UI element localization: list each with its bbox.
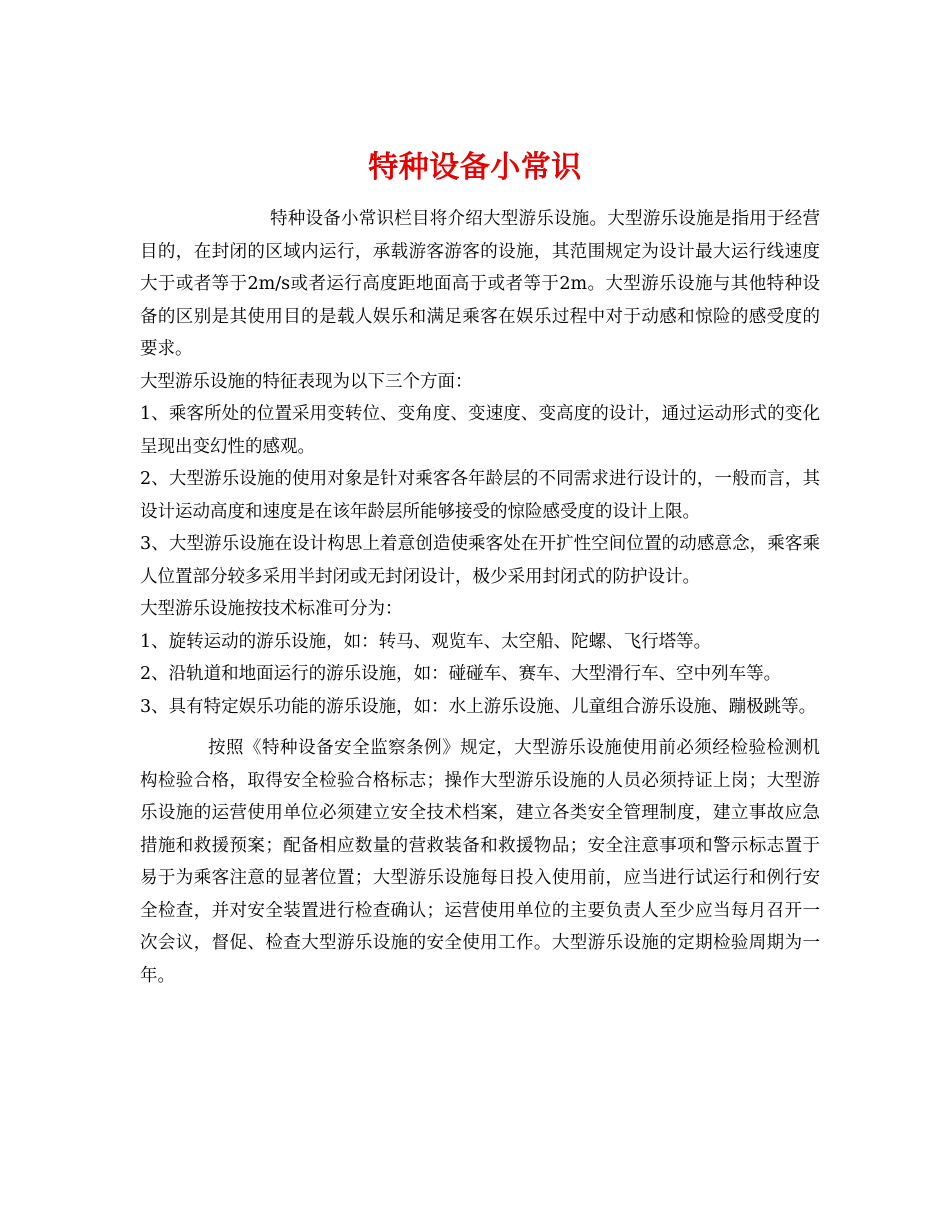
features-heading: 大型游乐设施的特征表现为以下三个方面： <box>140 371 473 392</box>
intro-paragraph: 特种设备小常识栏目将介绍大型游乐设施。大型游乐设施是指用于经营目的，在封闭的区域内运行，承载游客游客的设施，其范围规定为设计最大运行线速度大于或者等于2m/s或者运行高度距地面高于或者等于2m。大型游乐设施与其他特种设备的区别是其使用目的是载人娱乐和满足乘客在娱乐过程中对于动感和惊险的感受度的要求。 <box>140 209 820 359</box>
page-title: 特种设备小常识 <box>368 150 582 186</box>
regulation-paragraph: 按照《特种设备安全监察条例》规定，大型游乐设施使用前必须经检验检测机构检验合格，取得安全检验合格标志；操作大型游乐设施的人员必须持证上岗；大型游乐设施的运营使用单位必须建立安全技术档案，建立各类安全管理制度，建立事故应急措施和救援预案；配备相应数量的营救装备和救援物品；安全注意事项和警示标志置于易于为乘客注意的显著位置；大型游乐设施每日投入使用前，应当进行试运行和例行安全检查，并对安全装置进行检查确认；运营使用单位的主要负责人至少应当每月召开一次会议，督促、检查大型游乐设施的安全使用工作。大型游乐设施的定期检验周期为一年。 <box>140 738 820 986</box>
feature-item-2: 2、大型游乐设施的使用对象是针对乘客各年龄层的不同需求进行设计的，一般而言，其设计运动高度和速度是在该年龄层所能够接受的惊险感受度的设计上限。 <box>140 469 820 522</box>
category-item-1: 1、旋转运动的游乐设施，如：转马、观览车、太空船、陀螺、飞行塔等。 <box>140 631 712 652</box>
document-body <box>140 203 820 992</box>
feature-item-1: 1、乘客所处的位置采用变转位、变角度、变速度、变高度的设计，通过运动形式的变化呈现出变幻性的感观。 <box>140 404 820 457</box>
categories-heading: 大型游乐设施按技术标准可分为： <box>140 599 403 619</box>
category-item-2: 2、沿轨道和地面运行的游乐设施，如：碰碰车、赛车、大型滑行车、空中列车等。 <box>140 664 782 684</box>
category-item-3: 3、具有特定娱乐功能的游乐设施，如：水上游乐设施、儿童组合游乐设施、蹦极跳等。 <box>140 696 817 717</box>
feature-item-3: 3、大型游乐设施在设计构思上着意创造使乘客处在开扩性空间位置的动感意念，乘客乘人位置部分较多采用半封闭或无封闭设计，极少采用封闭式的防护设计。 <box>140 534 820 587</box>
